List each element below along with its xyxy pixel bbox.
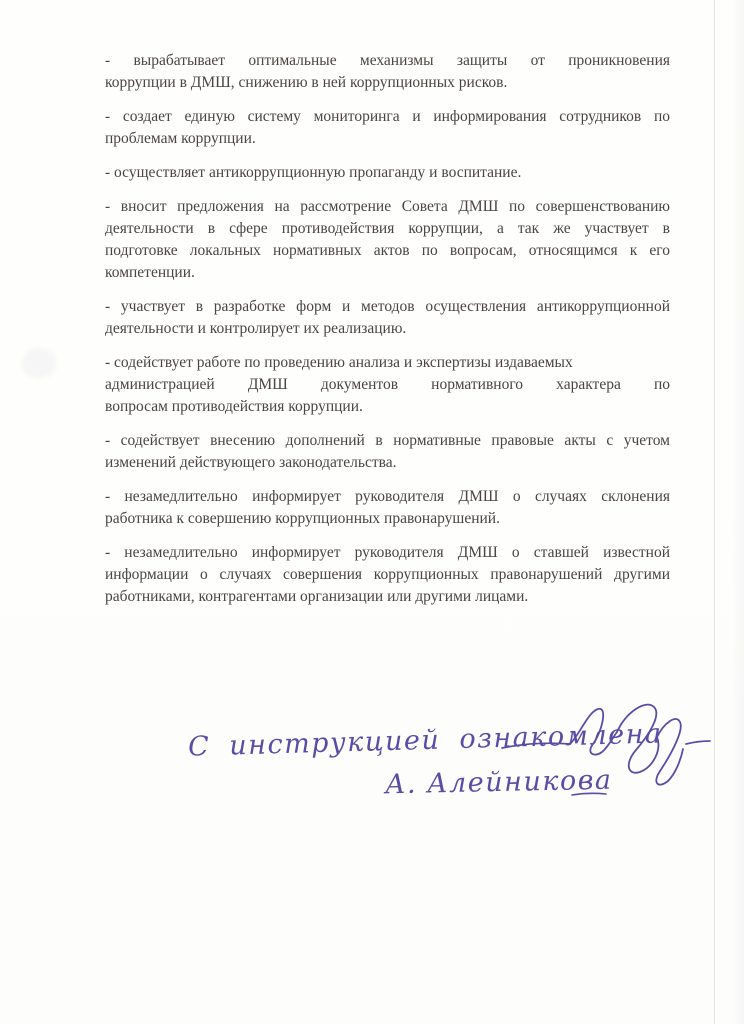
text-line: - вырабатывает оптимальные механизмы защиты от проникновения [105, 52, 670, 69]
paragraph [105, 162, 670, 184]
text-line: - создает единую систему мониторинга и информирования сотрудников по [105, 108, 670, 125]
paragraphs [105, 50, 670, 608]
paragraph [105, 486, 670, 530]
text-line: коррупции в ДМШ, снижению в ней коррупционных рисков. [105, 74, 508, 91]
text-line: - участвует в разработке форм и методов осуществления антикоррупционной [105, 298, 670, 315]
text-line: - содействует внесению дополнений в нормативные правовые акты с учетом [105, 432, 670, 449]
text-line: проблемам коррупции. [105, 130, 256, 147]
text-line: - незамедлительно информирует руководителя ДМШ о случаях склонения [105, 488, 670, 505]
text-line: - содействует работе по проведению анализа и экспертизы издаваемых [105, 354, 573, 371]
scan-artifact-smudge [22, 348, 56, 378]
text-line: подготовке локальных нормативных актов по вопросам, относящимся к его [105, 242, 670, 259]
paragraph [105, 542, 670, 608]
handwritten-acknowledgement: С инструкцией ознакомлена [187, 718, 663, 763]
paragraph [105, 430, 670, 474]
text-line: компетенции. [105, 264, 195, 281]
text-line: работника к совершению коррупционных правонарушений. [105, 510, 500, 527]
text-line: деятельности и контролирует их реализацию. [105, 320, 407, 337]
scan-artifact-vertical-line [714, 0, 715, 1024]
text-line: работниками, контрагентами организации или другими лицами. [105, 588, 529, 605]
text-line: - незамедлительно информирует руководителя ДМШ о ставшей известной [105, 544, 670, 561]
document-body [105, 50, 670, 620]
signature-scribble [500, 692, 715, 812]
paragraph [105, 352, 670, 418]
text-line: изменений действующего законодательства. [105, 454, 397, 471]
scan-artifact-right-edge [732, 0, 744, 1024]
text-line: администрацией ДМШ документов нормативного характера по [105, 376, 670, 393]
handwritten-signature-name: А. Алейникова [384, 764, 613, 801]
text-line: вопросам противодействия коррупции. [105, 398, 363, 415]
text-line: - вносит предложения на рассмотрение Совета ДМШ по совершенствованию [105, 198, 670, 215]
text-line: - осуществляет антикоррупционную пропаганду и воспитание. [105, 164, 522, 181]
text-line: деятельности в сфере противодействия коррупции, а так же участвует в [105, 220, 670, 237]
paragraph [105, 106, 670, 150]
text-line: информации о случаях совершения коррупционных правонарушений другими [105, 566, 670, 583]
paragraph [105, 50, 670, 94]
paragraph [105, 296, 670, 340]
paragraph [105, 196, 670, 284]
